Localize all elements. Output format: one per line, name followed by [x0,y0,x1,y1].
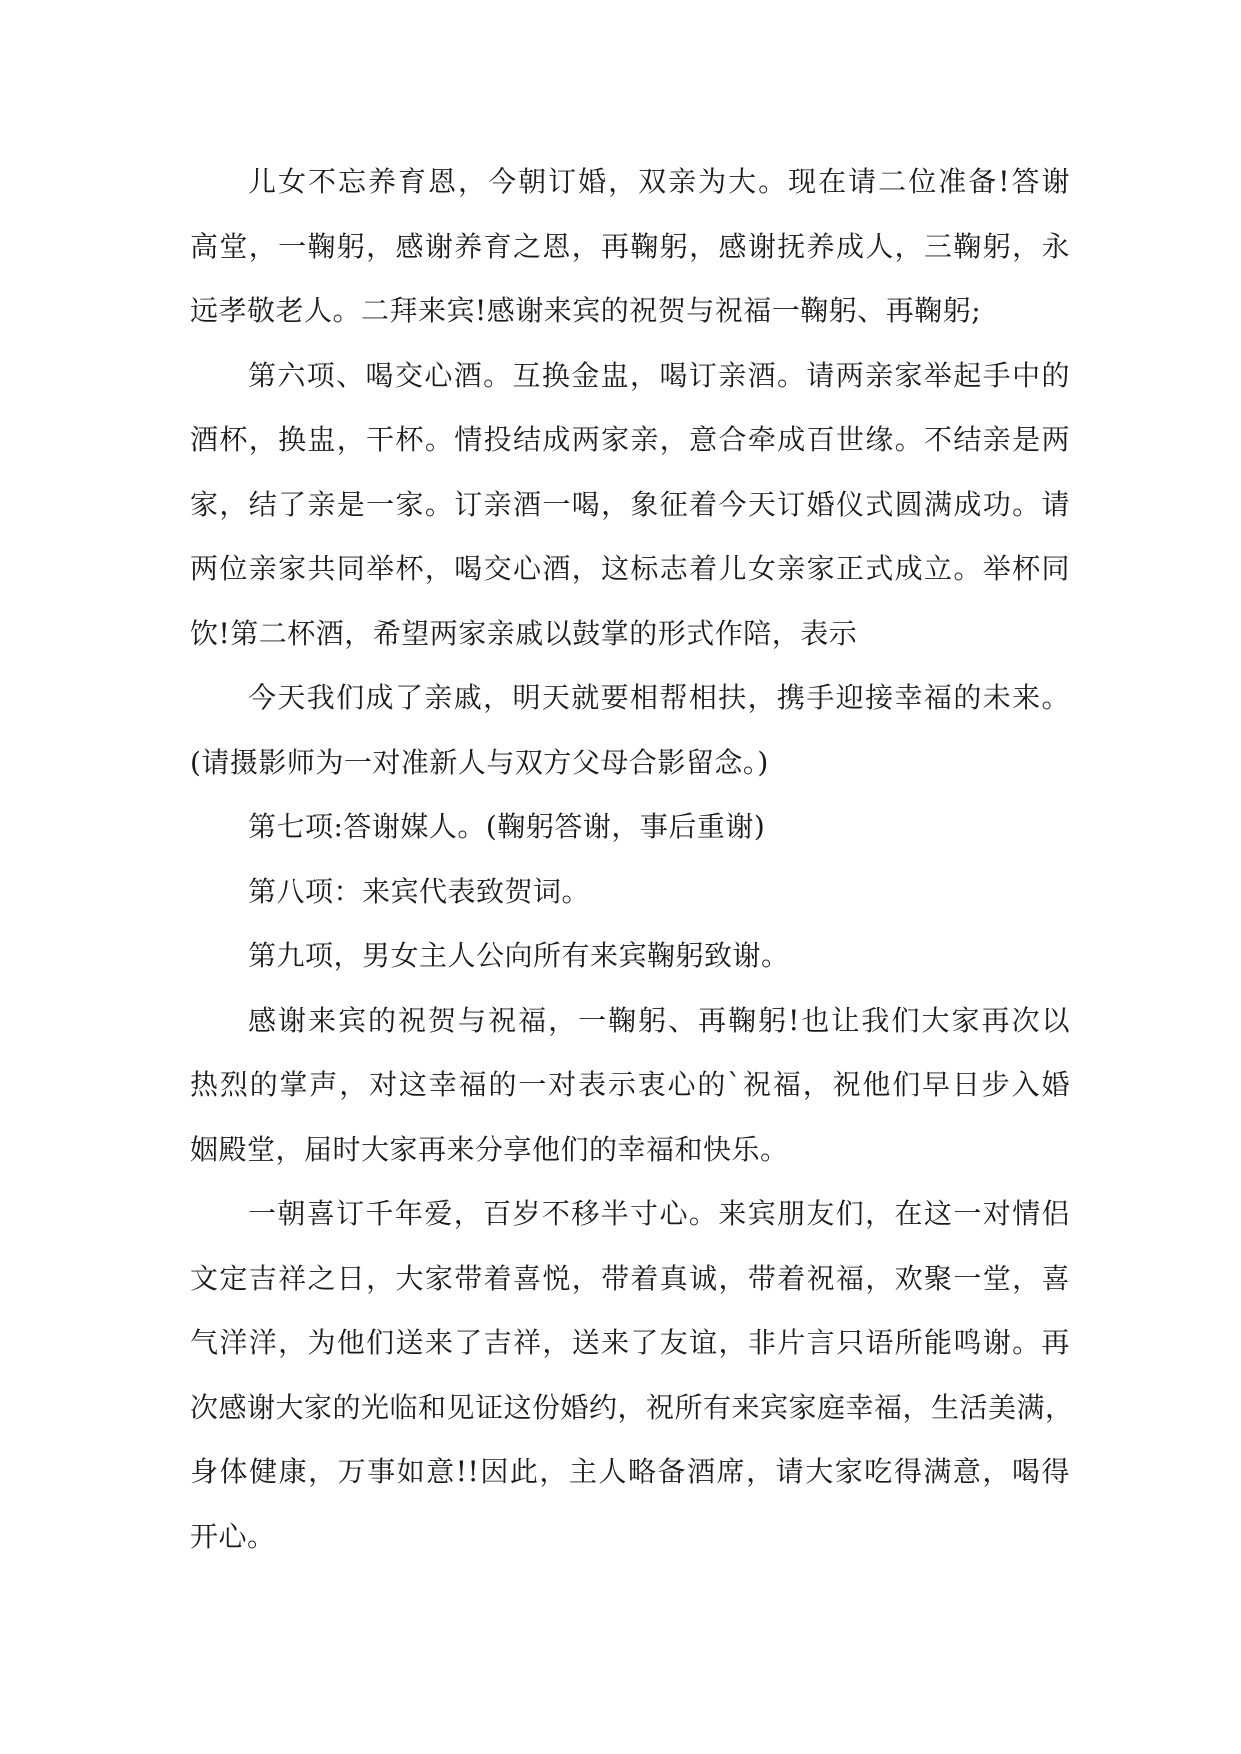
text-line: 今天我们成了亲戚，明天就要相帮相扶，携手迎接幸福的未来。 [248,681,1070,714]
text-line: 感谢来宾的祝贺与祝福，一鞠躬、再鞠躬!也让我们大家再次以 [248,1003,1070,1037]
text-line: 次感谢大家的光临和见证这份婚约，祝所有来宾家庭幸福，生活美满， [190,1390,1074,1424]
text-line: (请摄影师为一对准新人与双方父母合影留念。) [190,745,769,779]
text-line: 两位亲家共同举杯，喝交心酒，这标志着儿女亲家正式成立。举杯同 [190,552,1070,585]
text-line: 文定吉祥之日，大家带着喜悦，带着真诚，带着祝福，欢聚一堂，喜 [190,1261,1070,1295]
text-line: 儿女不忘养育恩，今朝订婚，双亲为大。现在请二位准备!答谢 [248,165,1070,198]
text-line: 家，结了亲是一家。订亲酒一喝，象征着今天订婚仪式圆满成功。请 [190,487,1070,521]
text-line: 高堂，一鞠躬，感谢养育之恩，再鞠躬，感谢抚养成人，三鞠躬，永 [190,229,1070,263]
text-line: 酒杯，换盅，干杯。情投结成两家亲，意合牵成百世缘。不结亲是两 [190,423,1070,456]
text-line: 一朝喜订千年爱，百岁不移半寸心。来宾朋友们，在这一对情侣 [248,1197,1070,1230]
text-line: 姻殿堂，届时大家再来分享他们的幸福和快乐。 [190,1132,789,1166]
text-line: 远孝敬老人。二拜来宾!感谢来宾的祝贺与祝福一鞠躬、再鞠躬; [190,294,982,327]
text-line: 气洋洋，为他们送来了吉祥，送来了友谊，非片言只语所能鸣谢。再 [190,1326,1070,1359]
document-body [190,150,1074,1569]
text-line: 第八项：来宾代表致贺词。 [248,874,591,908]
text-line: 开心。 [190,1519,276,1553]
text-line: 第七项:答谢媒人。(鞠躬答谢，事后重谢) [248,810,766,843]
text-line: 身体健康，万事如意!!因此，主人略备酒席，请大家吃得满意，喝得 [190,1455,1070,1488]
text-line: 饮!第二杯酒，希望两家亲戚以鼓掌的形式作陪，表示 [190,616,858,650]
text-line: 第六项、喝交心酒。互换金盅，喝订亲酒。请两亲家举起手中的 [248,358,1070,392]
text-line: 热烈的掌声，对这幸福的一对表示衷心的`祝福，祝他们早日步入婚 [190,1068,1070,1101]
text-line: 第九项，男女主人公向所有来宾鞠躬致谢。 [248,939,790,972]
